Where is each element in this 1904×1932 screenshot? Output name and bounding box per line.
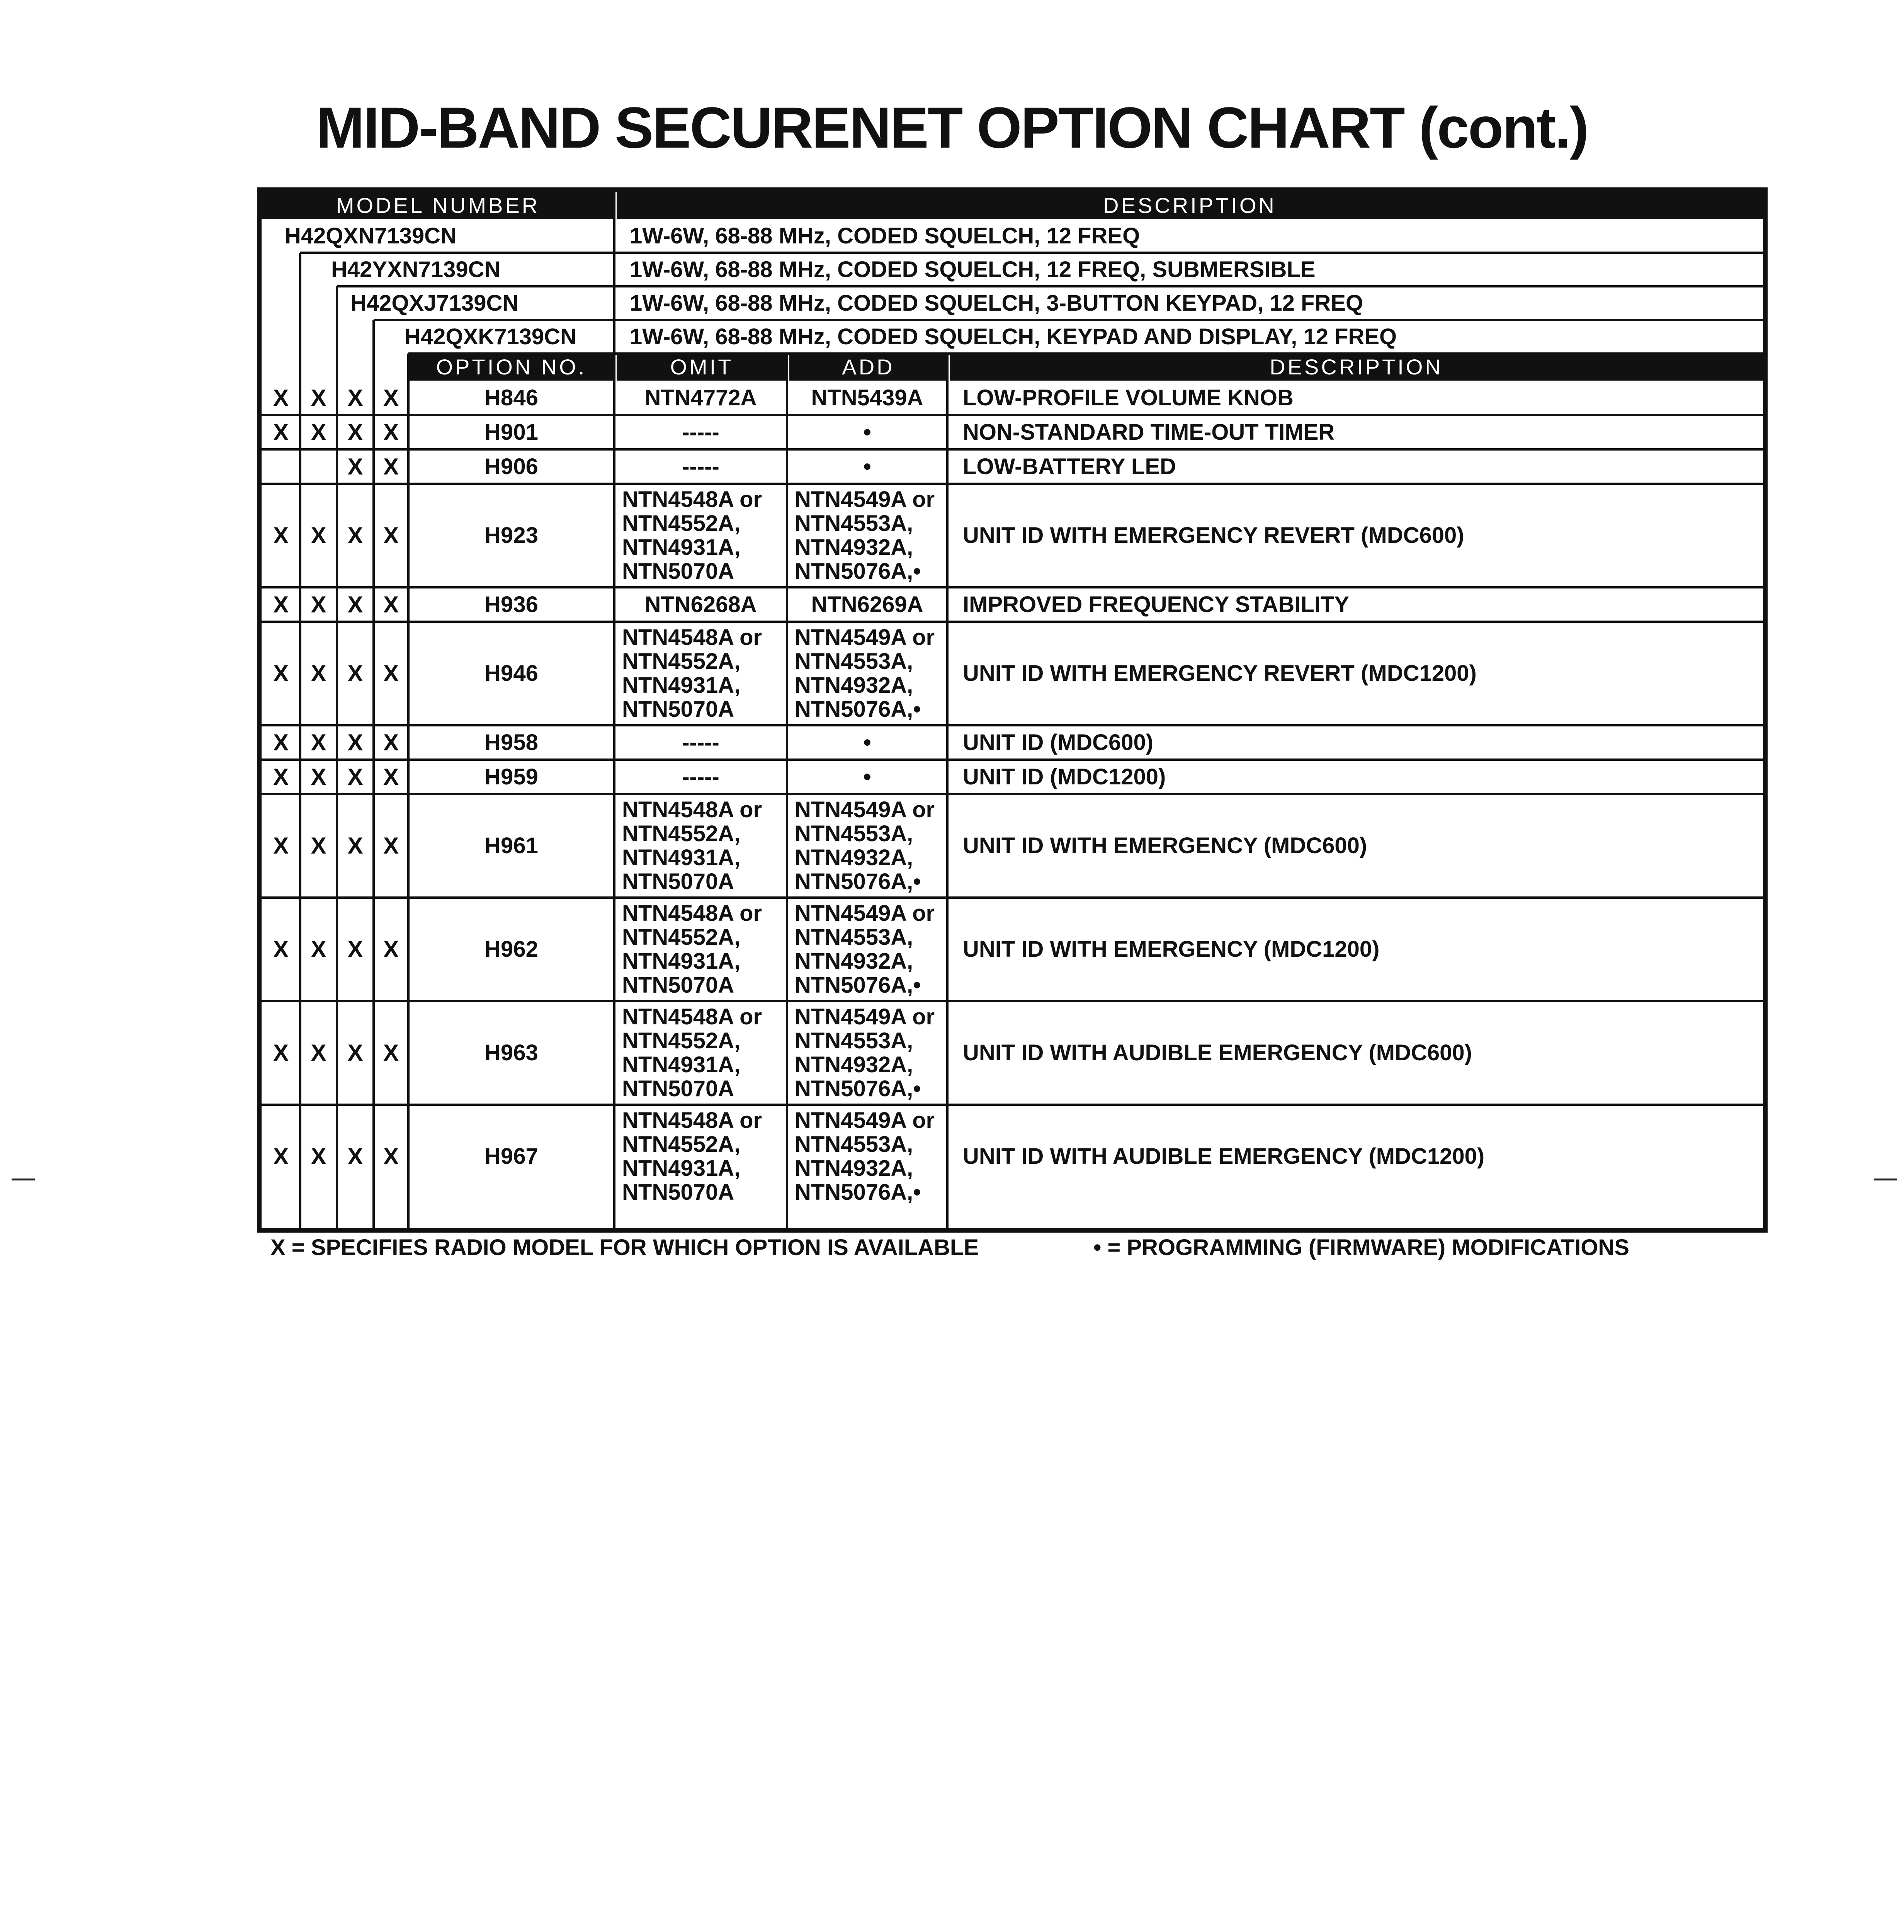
availability-mark: X bbox=[311, 764, 326, 790]
omit-kits bbox=[614, 484, 787, 587]
availability-mark: X bbox=[273, 1143, 289, 1169]
option-description: UNIT ID WITH EMERGENCY REVERT (MDC600) bbox=[963, 523, 1464, 548]
header-option-no: OPTION NO. bbox=[408, 354, 614, 381]
column-divider bbox=[299, 253, 301, 1228]
availability-mark: X bbox=[347, 453, 363, 480]
availability-mark: X bbox=[273, 936, 289, 962]
add-kit: NTN6269A bbox=[811, 592, 923, 617]
model-number: H42QXK7139CN bbox=[405, 324, 576, 349]
omit-kit: NTN4552A, bbox=[622, 925, 741, 950]
omit-kit: NTN4552A, bbox=[622, 511, 741, 536]
add-kits bbox=[787, 484, 947, 587]
availability-mark: X bbox=[383, 729, 399, 755]
header-description: DESCRIPTION bbox=[617, 192, 1763, 219]
add-kit: NTN4549A or bbox=[795, 487, 935, 512]
availability-mark: X bbox=[347, 660, 363, 686]
add-kits bbox=[787, 587, 947, 622]
availability-mark: X bbox=[273, 591, 289, 617]
add-kit: NTN4549A or bbox=[795, 901, 935, 926]
add-kit: NTN5076A,• bbox=[795, 697, 921, 722]
option-number: H936 bbox=[484, 592, 538, 617]
availability-mark: X bbox=[383, 453, 399, 480]
add-kit: NTN4553A, bbox=[795, 649, 913, 674]
availability-mark: X bbox=[273, 384, 289, 411]
add-kit: NTN4553A, bbox=[795, 1028, 913, 1053]
omit-kit: NTN5070A bbox=[622, 869, 734, 894]
availability-mark: X bbox=[347, 764, 363, 790]
add-kit: NTN4549A or bbox=[795, 625, 935, 650]
availability-mark: X bbox=[311, 384, 326, 411]
header-add: ADD bbox=[789, 354, 947, 381]
model-description: 1W-6W, 68-88 MHz, CODED SQUELCH, 12 FREQ, SUBMERSIBLE bbox=[630, 257, 1316, 282]
availability-mark: X bbox=[347, 936, 363, 962]
omit-kit: NTN4931A, bbox=[622, 535, 741, 560]
option-number: H846 bbox=[484, 385, 538, 410]
omit-kit: NTN4548A or bbox=[622, 1108, 762, 1133]
omit-kits bbox=[614, 760, 787, 794]
model-description: 1W-6W, 68-88 MHz, CODED SQUELCH, 12 FREQ bbox=[630, 223, 1140, 248]
option-number: H958 bbox=[484, 730, 538, 755]
omit-kit: NTN5070A bbox=[622, 1076, 734, 1101]
omit-kits bbox=[614, 1105, 787, 1208]
add-kit: NTN5076A,• bbox=[795, 559, 921, 584]
option-number: H961 bbox=[484, 833, 538, 858]
omit-kit: NTN5070A bbox=[622, 1180, 734, 1205]
omit-kits bbox=[614, 587, 787, 622]
omit-kit: NTN5070A bbox=[622, 697, 734, 722]
option-description: UNIT ID (MDC600) bbox=[963, 730, 1154, 755]
omit-kit: NTN4931A, bbox=[622, 1052, 741, 1077]
omit-kit: NTN5070A bbox=[622, 559, 734, 584]
scan-mark-left bbox=[12, 1179, 35, 1180]
option-description: LOW-BATTERY LED bbox=[963, 454, 1176, 479]
option-number: H946 bbox=[484, 661, 538, 686]
add-kit: NTN4932A, bbox=[795, 535, 913, 560]
omit-kits bbox=[614, 1001, 787, 1105]
availability-mark: X bbox=[383, 1040, 399, 1066]
add-kits bbox=[787, 898, 947, 1001]
availability-mark: X bbox=[273, 1040, 289, 1066]
page-title: MID-BAND SECURENET OPTION CHART (cont.) bbox=[316, 95, 1588, 160]
omit-kits bbox=[614, 725, 787, 760]
omit-kit: ----- bbox=[682, 764, 719, 789]
add-kit: • bbox=[863, 730, 871, 755]
availability-mark: X bbox=[347, 833, 363, 859]
add-kits bbox=[787, 725, 947, 760]
add-kit: NTN4549A or bbox=[795, 797, 935, 822]
option-description: UNIT ID WITH EMERGENCY REVERT (MDC1200) bbox=[963, 661, 1477, 686]
add-kit: NTN4553A, bbox=[795, 925, 913, 950]
omit-kit: NTN4552A, bbox=[622, 1132, 741, 1157]
availability-mark: X bbox=[383, 660, 399, 686]
availability-mark: X bbox=[347, 522, 363, 548]
option-number: H906 bbox=[484, 454, 538, 479]
availability-mark: X bbox=[347, 729, 363, 755]
availability-mark: X bbox=[347, 591, 363, 617]
add-kits bbox=[787, 449, 947, 484]
add-kit: NTN4932A, bbox=[795, 673, 913, 698]
option-number: H923 bbox=[484, 523, 538, 548]
add-kit: NTN5076A,• bbox=[795, 973, 921, 998]
availability-mark: X bbox=[273, 660, 289, 686]
availability-mark: X bbox=[273, 522, 289, 548]
availability-mark: X bbox=[273, 833, 289, 859]
legend-dot-note: • = PROGRAMMING (FIRMWARE) MODIFICATIONS bbox=[1093, 1235, 1629, 1260]
option-number: H963 bbox=[484, 1040, 538, 1065]
model-number: H42QXJ7139CN bbox=[350, 290, 519, 316]
omit-kit: NTN4552A, bbox=[622, 1028, 741, 1053]
legend-x-note: X = SPECIFIES RADIO MODEL FOR WHICH OPTION IS AVAILABLE bbox=[270, 1235, 979, 1260]
add-kits bbox=[787, 622, 947, 725]
scan-mark-right bbox=[1874, 1179, 1897, 1180]
column-divider bbox=[786, 354, 788, 1228]
availability-mark: X bbox=[311, 591, 326, 617]
add-kit: • bbox=[863, 419, 871, 445]
availability-mark: X bbox=[383, 833, 399, 859]
omit-kit: NTN4548A or bbox=[622, 901, 762, 926]
option-description: UNIT ID WITH AUDIBLE EMERGENCY (MDC600) bbox=[963, 1040, 1472, 1065]
model-description: 1W-6W, 68-88 MHz, CODED SQUELCH, KEYPAD AND DISPLAY, 12 FREQ bbox=[630, 324, 1397, 349]
omit-kit: NTN6268A bbox=[644, 592, 757, 617]
add-kit: NTN4932A, bbox=[795, 1156, 913, 1181]
omit-kits bbox=[614, 415, 787, 449]
omit-kit: ----- bbox=[682, 454, 719, 479]
omit-kit: NTN4931A, bbox=[622, 845, 741, 870]
omit-kit: NTN4548A or bbox=[622, 487, 762, 512]
option-description: UNIT ID WITH EMERGENCY (MDC600) bbox=[963, 833, 1367, 858]
add-kit: NTN4932A, bbox=[795, 845, 913, 870]
availability-mark: X bbox=[383, 764, 399, 790]
availability-mark: X bbox=[311, 522, 326, 548]
model-number: H42QXN7139CN bbox=[285, 223, 457, 248]
availability-mark: X bbox=[347, 1143, 363, 1169]
add-kit: NTN4932A, bbox=[795, 949, 913, 974]
omit-kit: NTN4548A or bbox=[622, 797, 762, 822]
header-model-number: MODEL NUMBER bbox=[262, 192, 614, 219]
omit-kit: ----- bbox=[682, 419, 719, 445]
availability-mark: X bbox=[311, 660, 326, 686]
availability-mark: X bbox=[273, 764, 289, 790]
omit-kits bbox=[614, 794, 787, 898]
availability-mark: X bbox=[383, 1143, 399, 1169]
availability-mark: X bbox=[383, 384, 399, 411]
availability-mark: X bbox=[383, 591, 399, 617]
availability-mark: X bbox=[273, 729, 289, 755]
availability-mark: X bbox=[347, 384, 363, 411]
omit-kit: NTN4772A bbox=[644, 385, 757, 410]
availability-mark: X bbox=[383, 419, 399, 445]
omit-kit: NTN4931A, bbox=[622, 949, 741, 974]
availability-mark: X bbox=[311, 419, 326, 445]
add-kit: NTN5076A,• bbox=[795, 1076, 921, 1101]
model-description: 1W-6W, 68-88 MHz, CODED SQUELCH, 3-BUTTON KEYPAD, 12 FREQ bbox=[630, 290, 1363, 316]
add-kit: NTN5076A,• bbox=[795, 1180, 921, 1205]
omit-kit: NTN5070A bbox=[622, 973, 734, 998]
column-divider bbox=[407, 354, 410, 1228]
availability-mark: X bbox=[311, 1143, 326, 1169]
header-description-2: DESCRIPTION bbox=[950, 354, 1763, 381]
add-kit: NTN4553A, bbox=[795, 1132, 913, 1157]
option-description: UNIT ID (MDC1200) bbox=[963, 764, 1166, 789]
availability-mark: X bbox=[347, 1040, 363, 1066]
add-kit: NTN4553A, bbox=[795, 821, 913, 846]
column-divider bbox=[946, 354, 949, 1228]
omit-kit: NTN4552A, bbox=[622, 649, 741, 674]
omit-kit: NTN4931A, bbox=[622, 673, 741, 698]
omit-kits bbox=[614, 622, 787, 725]
add-kits bbox=[787, 1001, 947, 1105]
add-kits bbox=[787, 794, 947, 898]
omit-kit: NTN4552A, bbox=[622, 821, 741, 846]
option-number: H959 bbox=[484, 764, 538, 789]
header-omit: OMIT bbox=[617, 354, 787, 381]
add-kit: • bbox=[863, 764, 871, 789]
add-kit: NTN4549A or bbox=[795, 1108, 935, 1133]
add-kit: NTN5439A bbox=[811, 385, 923, 410]
availability-mark: X bbox=[383, 936, 399, 962]
option-description: NON-STANDARD TIME-OUT TIMER bbox=[963, 419, 1335, 445]
omit-kits bbox=[614, 449, 787, 484]
add-kit: • bbox=[863, 454, 871, 479]
add-kit: NTN5076A,• bbox=[795, 869, 921, 894]
availability-mark: X bbox=[311, 936, 326, 962]
option-description: LOW-PROFILE VOLUME KNOB bbox=[963, 385, 1294, 410]
option-number: H967 bbox=[484, 1144, 538, 1169]
option-description: IMPROVED FREQUENCY STABILITY bbox=[963, 592, 1350, 617]
add-kits bbox=[787, 415, 947, 449]
omit-kits bbox=[614, 898, 787, 1001]
option-number: H901 bbox=[484, 419, 538, 445]
omit-kit: NTN4548A or bbox=[622, 625, 762, 650]
add-kit: NTN4553A, bbox=[795, 511, 913, 536]
availability-mark: X bbox=[311, 833, 326, 859]
omit-kits bbox=[614, 381, 787, 415]
availability-mark: X bbox=[273, 419, 289, 445]
option-number: H962 bbox=[484, 937, 538, 962]
omit-kit: NTN4931A, bbox=[622, 1156, 741, 1181]
option-description: UNIT ID WITH AUDIBLE EMERGENCY (MDC1200) bbox=[963, 1144, 1485, 1169]
availability-mark: X bbox=[383, 522, 399, 548]
column-divider bbox=[613, 192, 615, 1228]
add-kits bbox=[787, 760, 947, 794]
availability-mark: X bbox=[311, 729, 326, 755]
column-divider bbox=[336, 286, 338, 1228]
add-kits bbox=[787, 1105, 947, 1208]
option-chart bbox=[257, 187, 1768, 1233]
add-kits bbox=[787, 381, 947, 415]
availability-mark: X bbox=[347, 419, 363, 445]
omit-kit: ----- bbox=[682, 730, 719, 755]
add-kit: NTN4932A, bbox=[795, 1052, 913, 1077]
option-description: UNIT ID WITH EMERGENCY (MDC1200) bbox=[963, 937, 1380, 962]
add-kit: NTN4549A or bbox=[795, 1004, 935, 1029]
model-number: H42YXN7139CN bbox=[331, 257, 501, 282]
availability-mark: X bbox=[311, 1040, 326, 1066]
column-divider bbox=[372, 320, 375, 1228]
omit-kit: NTN4548A or bbox=[622, 1004, 762, 1029]
